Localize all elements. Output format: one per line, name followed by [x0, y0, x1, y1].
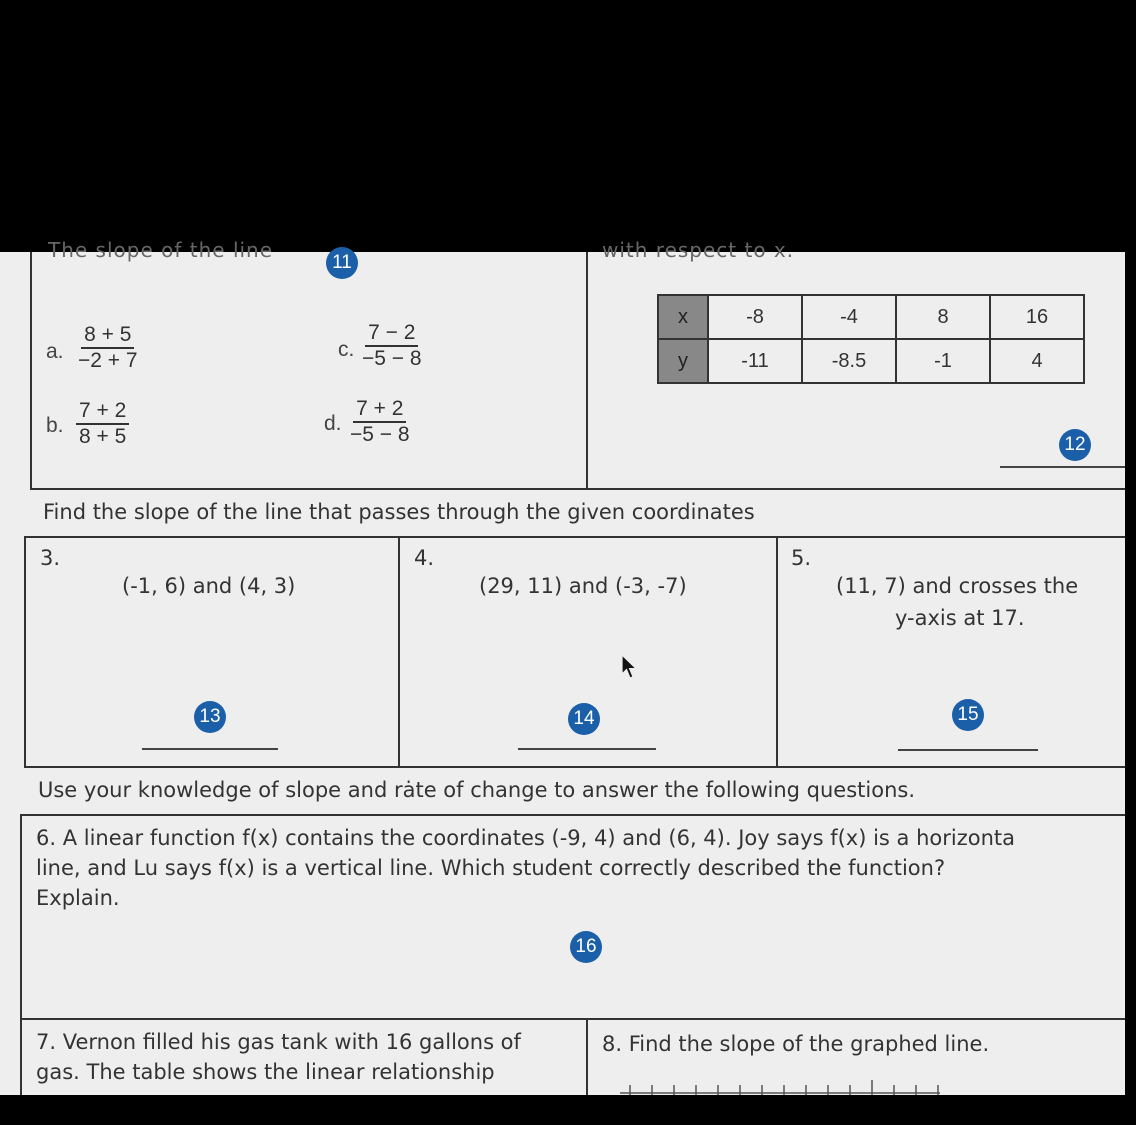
problem-4-number: 4.	[414, 546, 435, 570]
badge-16: 16	[570, 931, 602, 963]
slope-section-heading: Find the slope of the line that passes through the given coordinates	[43, 500, 755, 524]
badge-13: 13	[194, 701, 226, 733]
y-cell: -8.5	[802, 339, 896, 383]
question-7-text	[36, 1027, 521, 1087]
badge-14: 14	[568, 703, 600, 735]
problem-4-text: (29, 11) and (-3, -7)	[479, 574, 687, 598]
top-section-bottom-border	[30, 488, 1125, 490]
answer-blank-14	[518, 748, 656, 750]
option-b-denominator: 8 + 5	[79, 425, 127, 448]
option-a-letter: a.	[46, 340, 64, 363]
question-6-text	[36, 823, 1136, 913]
y-cell: -11	[708, 339, 802, 383]
x-header: x	[658, 295, 708, 339]
y-header: y	[658, 339, 708, 383]
slope-box-left-border	[24, 536, 26, 768]
question-6-line1: 6. A linear function f(x) contains the coordinates (-9, 4) and (6, 4). Joy says f(x) is a horizonta	[36, 826, 1015, 850]
option-c-numerator: 7 − 2	[365, 322, 418, 347]
option-d-denominator: −5 − 8	[350, 423, 410, 446]
question-7-line2: gas. The table shows the linear relationship	[36, 1060, 495, 1084]
option-d-numerator: 7 + 2	[353, 398, 406, 423]
x-cell: 8	[896, 295, 990, 339]
slope-box-divider-2	[776, 536, 778, 768]
option-d-fraction	[350, 398, 410, 446]
option-a-fraction	[78, 324, 138, 372]
y-cell: -1	[896, 339, 990, 383]
slope-boxes-top-border	[24, 536, 1125, 538]
option-c-letter: c.	[338, 338, 355, 361]
question-7-line1: 7. Vernon filled his gas tank with 16 gallons of	[36, 1030, 521, 1054]
option-b-fraction	[76, 400, 129, 448]
rate-section-heading: Use your knowledge of slope and rȧte of change to answer the following questions.	[38, 778, 916, 802]
mouse-pointer-icon	[621, 654, 639, 680]
question-6-line3: Explain.	[36, 886, 120, 910]
table-row-x	[658, 295, 1084, 339]
problem-5-text-line2: y-axis at 17.	[895, 606, 1025, 630]
q6-top-border	[20, 814, 1125, 816]
cutoff-header-left: The slope of the line	[48, 238, 274, 262]
q6-bottom-border	[20, 1018, 1125, 1020]
answer-blank-13	[142, 748, 278, 750]
badge-15: 15	[952, 699, 984, 731]
option-a-numerator: 8 + 5	[81, 324, 134, 349]
slope-box-divider-1	[398, 536, 400, 768]
problem-5-text-line1: (11, 7) and crosses the	[836, 574, 1079, 598]
question-8-line1: 8. Find the slope of the graphed line.	[602, 1032, 990, 1056]
badge-11: 11	[326, 247, 358, 279]
x-cell: -4	[802, 295, 896, 339]
cutoff-header-right: with respect to x.	[602, 238, 795, 262]
top-left-border	[30, 252, 32, 490]
top-middle-divider	[586, 252, 588, 490]
problem-3-text: (-1, 6) and (4, 3)	[122, 574, 296, 598]
q6-left-border	[20, 814, 22, 1095]
option-d-letter: d.	[324, 412, 342, 435]
answer-blank-12	[1000, 466, 1125, 468]
x-cell: -8	[708, 295, 802, 339]
option-c-denominator: −5 − 8	[362, 347, 422, 370]
graph-axis-ticks	[620, 1080, 940, 1095]
problem-5-number: 5.	[791, 546, 812, 570]
question-8-text	[602, 1029, 989, 1059]
x-cell: 16	[990, 295, 1084, 339]
problem-3-number: 3.	[40, 546, 61, 570]
option-b-letter: b.	[46, 414, 64, 437]
answer-blank-15	[898, 749, 1038, 751]
worksheet-page	[0, 238, 1125, 1095]
badge-12: 12	[1059, 429, 1091, 461]
option-b-numerator: 7 + 2	[76, 400, 129, 425]
question-6-line2: line, and Lu says f(x) is a vertical line. Which student correctly described the function?	[36, 856, 946, 880]
xy-table	[657, 294, 1085, 384]
option-c-fraction	[362, 322, 422, 370]
q7-q8-divider	[586, 1018, 588, 1095]
slope-boxes-bottom-border	[24, 766, 1125, 768]
table-row-y	[658, 339, 1084, 383]
y-cell: 4	[990, 339, 1084, 383]
option-a-denominator: −2 + 7	[78, 349, 138, 372]
